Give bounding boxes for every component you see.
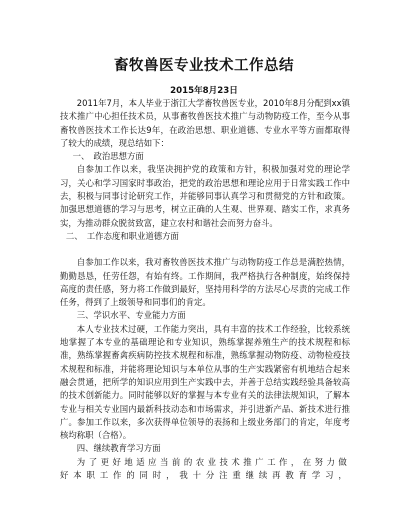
section-heading-education: 四、继续教育学习方面 <box>76 443 161 454</box>
document-date: 2015年8月23日 <box>170 86 238 96</box>
blank-line <box>60 243 350 256</box>
document-title: 畜牧兽医专业技术工作总结 <box>114 58 294 74</box>
section-heading-political: 一、 政治思想方面 <box>72 151 144 162</box>
work-attitude-paragraph: 自参加工作以来，我对畜牧兽医技术推广与动物防疫工作总是满腔热情，勤勤恳恳，任劳任怨，有始有终。工作期间，我严格执行各种制度，始终保持高度的责任感，努力将工作做到最好，坚持用科学的方法尽心尽责的完成工作任务，得到了上级领导和同事们的肯定。 <box>60 257 350 308</box>
professional-paragraph: 本人专业技术过硬，工作能力突出，具有丰富的技术工作经验，比较系统地掌握了本专业的基础理论和专业知识，熟练掌握养殖生产的技术规程和标准，熟练掌握畜禽疾病防控技术规程和标准，熟练掌握动物防疫、动物检疫技术规程和标准，并能将理论知识与本单位从事的生产实践紧密有机地结合起来融会贯通，把所学的知识应用到生产实践中去，并善于总结实践经验具备较高的技术创新能力。同时能够以好的掌握与本专业有关的法律法规知识，了解本专业与相关专业国内最新科技动态和市场需求，并引进新产品、新技术进行推广。参加工作以来，多次获得单位领导的表扬和上级业务部门的肯定，年度考核均称职（合格）。 <box>60 323 350 441</box>
section-heading-work-attitude: 二、 工作态度和职业道德方面 <box>65 230 179 241</box>
education-paragraph: 为了更好地适应当前的农业技术推广工作，在努力做好本职工作的同时，我十分注重继续再教育学习， <box>60 456 350 481</box>
section-heading-professional: 三、学识水平、专业能力方面 <box>76 310 186 321</box>
intro-paragraph: 2011年7月，本人毕业于浙江大学畜牧兽医专业，2010年8月分配到xx镇技术推广中心担任技术员，从事畜牧兽医技术推广与动物防疫工作，至今从事畜牧兽医技术工作长达9年，在政治思想、职业道德、专业水平等方面都取得了较大的成绩，现总结如下： <box>60 98 350 148</box>
document-body <box>60 97 350 482</box>
political-paragraph: 自参加工作以来，我坚决拥护党的政策和方针，积极加强对党的理论学习，关心和学习国家时事政治，把党的政治思想和理论应用于日常实践工作中去，积极与同事讨论研究工作，并能够同事认真学习和贯彻党的方针和政策。加强思想道德的学习与思考，树立正确的人生观、世界观、踏实工作，求真务实，为推动群众脱贫致富，建立农村和谐社会而努力奋斗。 <box>60 164 350 228</box>
